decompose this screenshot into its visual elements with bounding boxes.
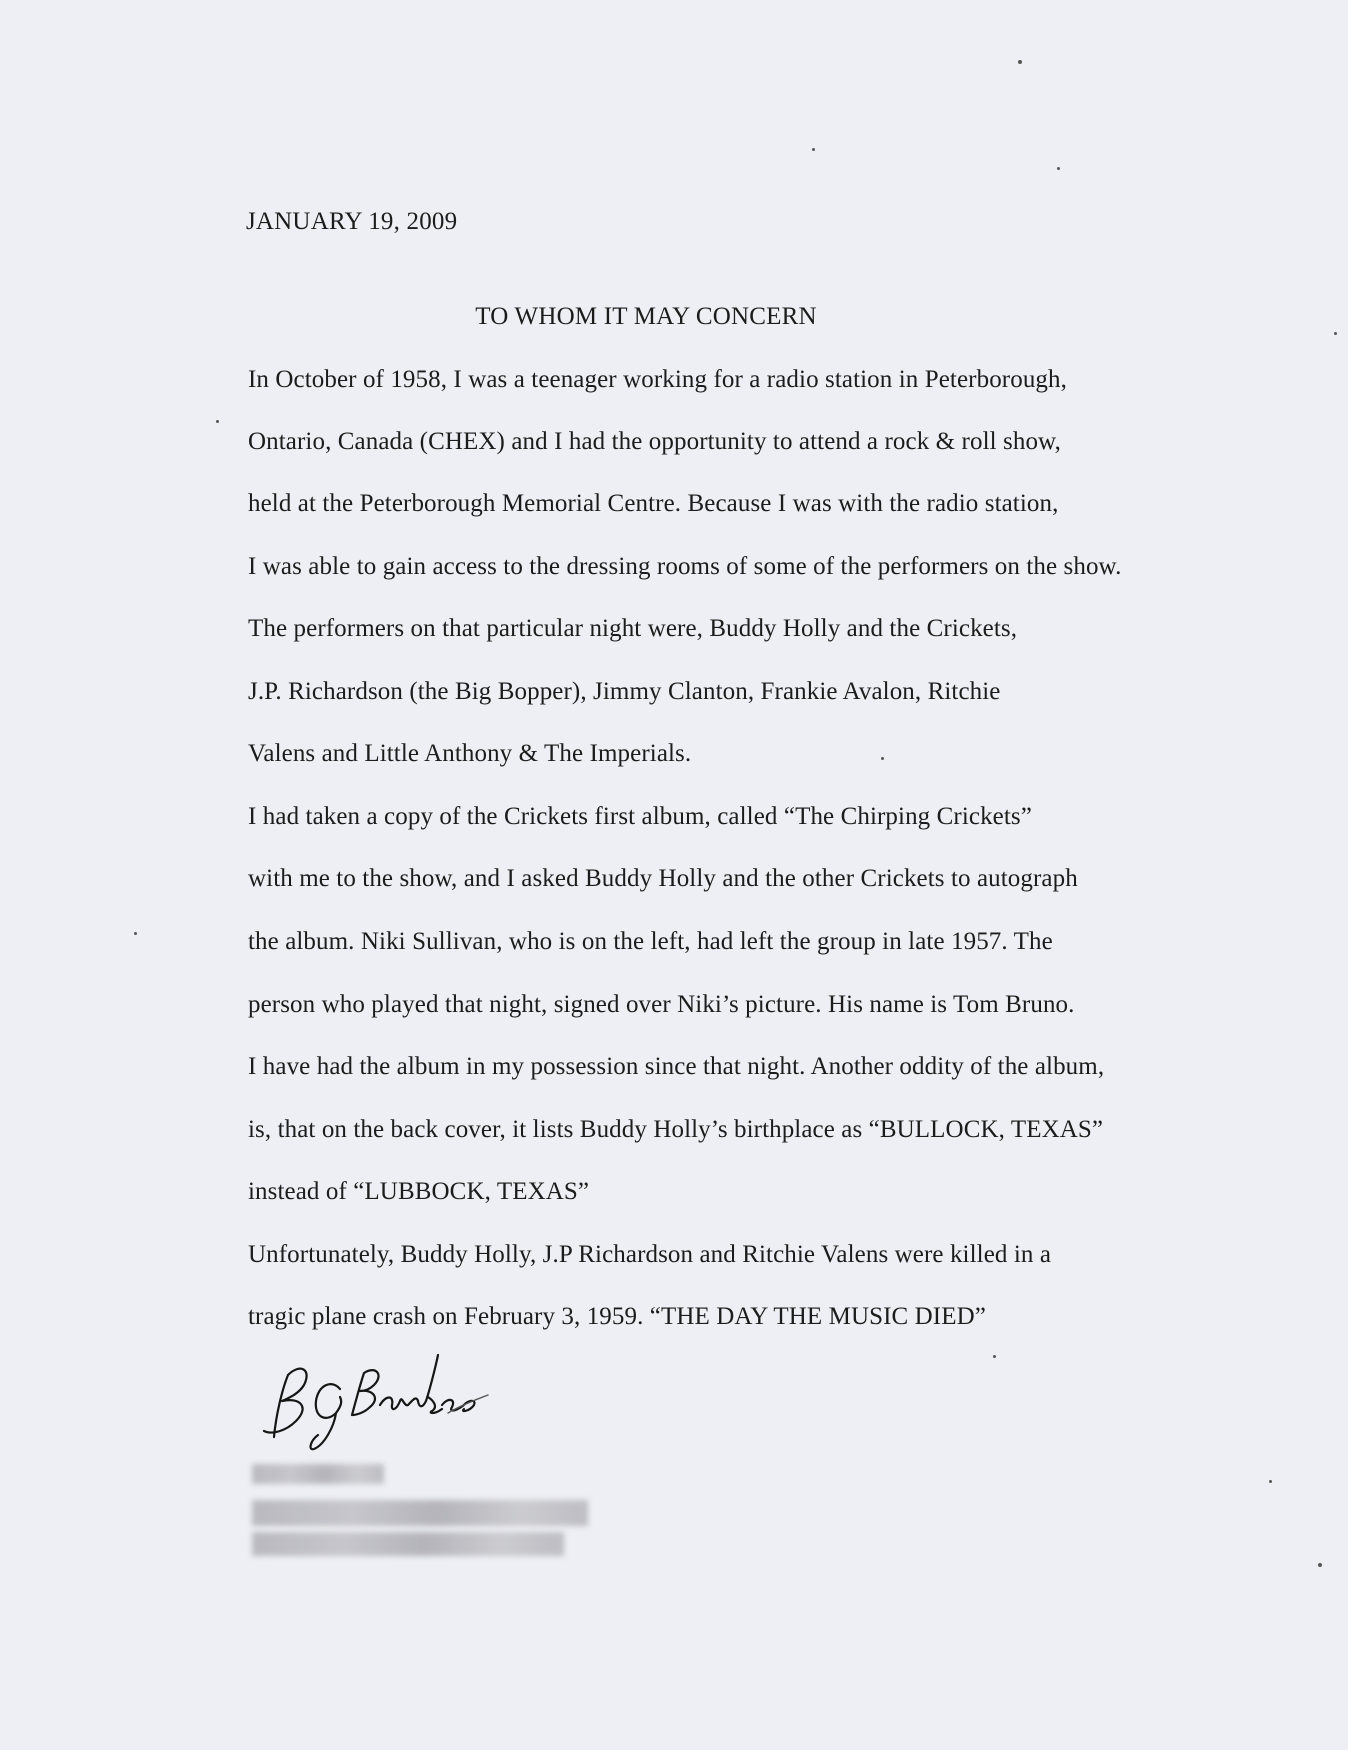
body-line: the album. Niki Sullivan, who is on the left, had left the group in late 1957. The xyxy=(248,928,1053,955)
body-line: Unfortunately, Buddy Holly, J.P Richardson and Ritchie Valens were killed in a xyxy=(248,1241,1052,1268)
body-line: J.P. Richardson (the Big Bopper), Jimmy Clanton, Frankie Avalon, Ritchie xyxy=(248,678,1001,705)
body-line: person who played that night, signed over Niki’s picture. His name is Tom Bruno. xyxy=(248,991,1075,1018)
body-line: tragic plane crash on February 3, 1959. “THE DAY THE MUSIC DIED” xyxy=(248,1303,986,1330)
body-line: instead of “LUBBOCK, TEXAS” xyxy=(248,1178,590,1205)
body-line: is, that on the back cover, it lists Buddy Holly’s birthplace as “BULLOCK, TEXAS” xyxy=(248,1116,1104,1143)
body-line: In October of 1958, I was a teenager working for a radio station in Peterborough, xyxy=(248,366,1067,393)
signature-icon xyxy=(252,1345,512,1455)
body-line: held at the Peterborough Memorial Centre. Because I was with the radio station, xyxy=(248,490,1059,517)
body-line: I was able to gain access to the dressing rooms of some of the performers on the show. xyxy=(248,553,1122,580)
body-line: Ontario, Canada (CHEX) and I had the opportunity to attend a rock & roll show, xyxy=(248,428,1061,455)
body-line: The performers on that particular night were, Buddy Holly and the Crickets, xyxy=(248,615,1018,642)
body-line: with me to the show, and I asked Buddy Holly and the other Crickets to autograph xyxy=(248,865,1078,892)
letter-salutation: TO WHOM IT MAY CONCERN xyxy=(475,303,817,330)
letter-date: JANUARY 19, 2009 xyxy=(246,208,458,235)
body-line: I had taken a copy of the Crickets first album, called “The Chirping Crickets” xyxy=(248,803,1032,830)
body-line: I have had the album in my possession since that night. Another oddity of the album, xyxy=(248,1053,1105,1080)
body-line: Valens and Little Anthony & The Imperials. xyxy=(248,740,692,767)
